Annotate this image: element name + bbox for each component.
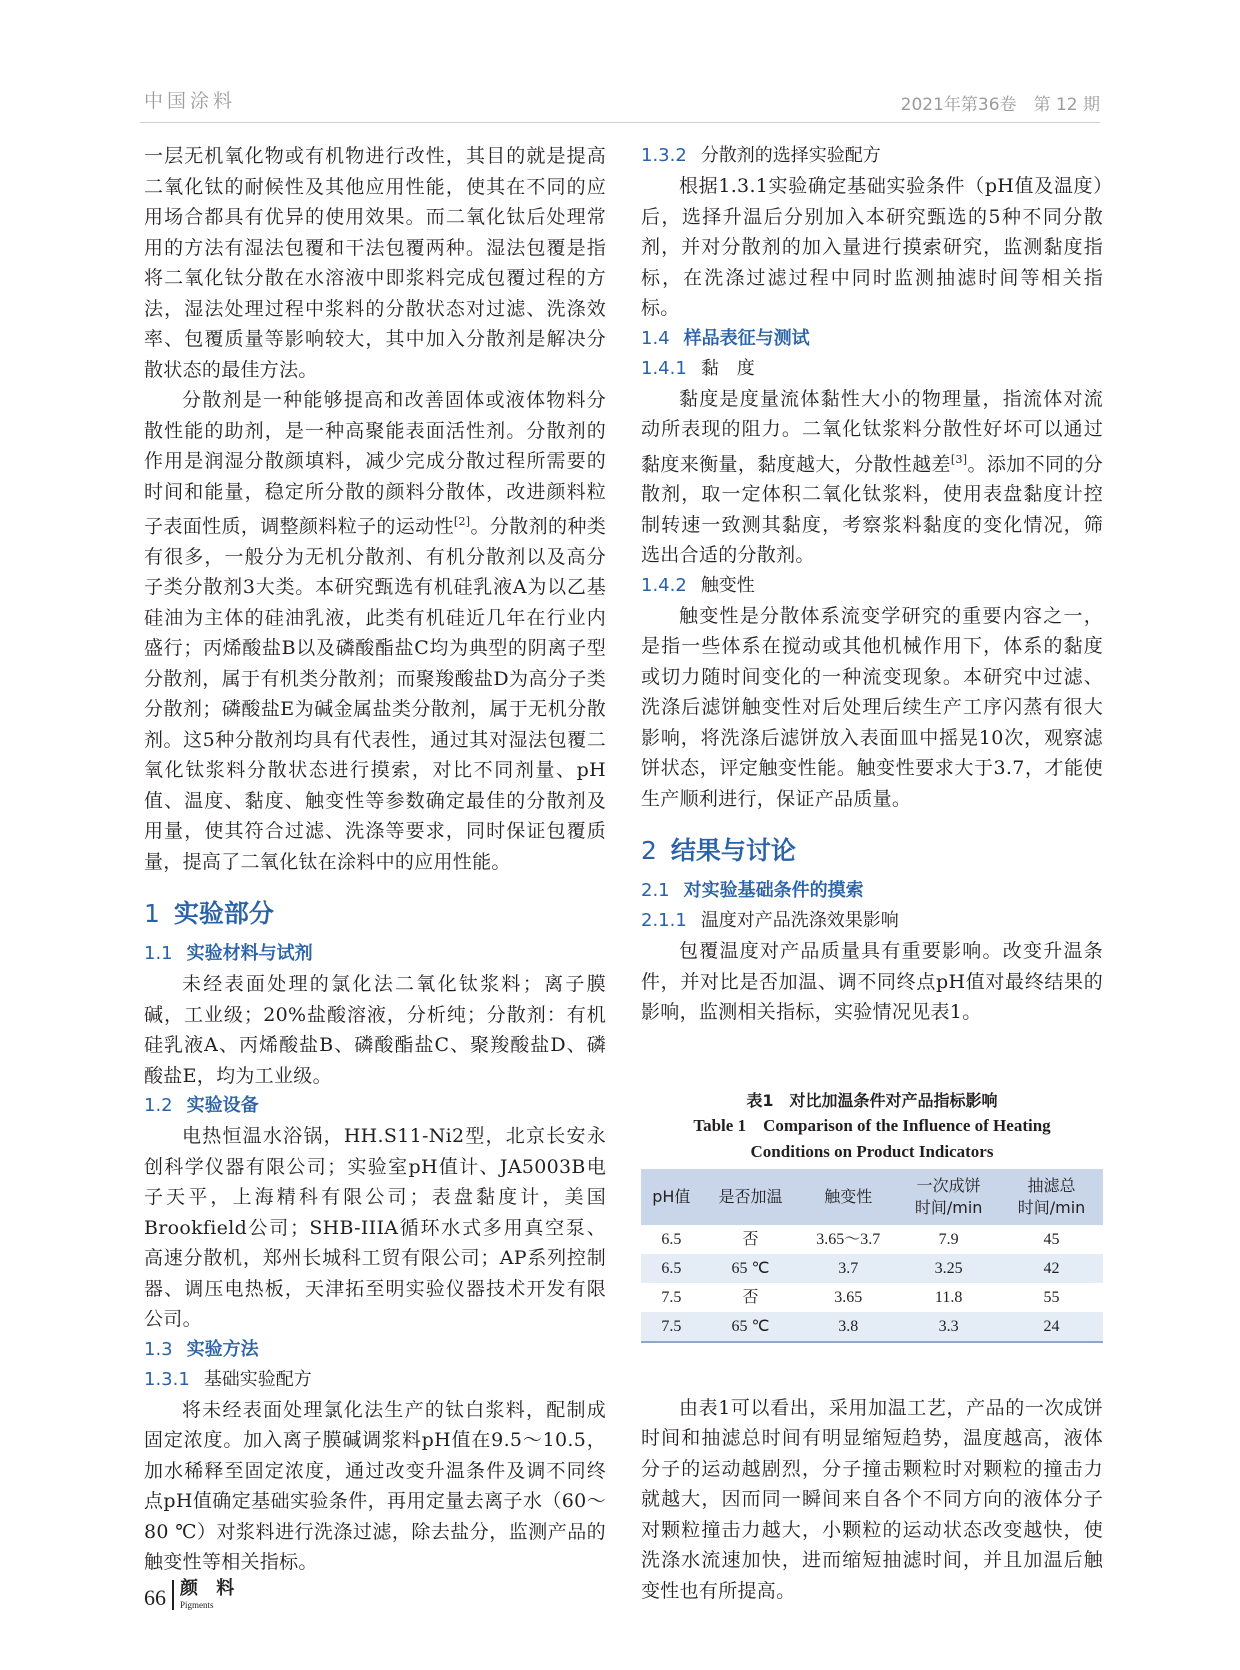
subsection-heading: 1.1 实验材料与试剂 [144, 943, 313, 965]
table-cell: 65 ℃ [702, 1254, 800, 1283]
subsection-heading: 1.2 实验设备 [144, 1095, 259, 1117]
table-row [641, 1225, 1103, 1254]
table-cell: 24 [1000, 1312, 1103, 1342]
paragraph: 黏度是度量流体黏性大小的物理量，指流体对流动所表现的阻力。二氧化钛浆料分散性好坏可以通过黏度来衡量，黏度越大，分散性越差[3]。添加不同的分散剂，取一定体积二氧化钛浆料，使用表盘黏度计控制转速一致测其黏度，考察浆料黏度的变化情况，筛选出合适的分散剂。 [641, 387, 1103, 567]
table-cell: 否 [742, 1230, 759, 1248]
paragraph: 将未经表面处理氯化法生产的钛白浆料，配制成固定浓度。加入离子膜碱调浆料pH值在9.5～10.5，加水稀释至固定浓度，通过改变升温条件及调不同终点pH值确定基础实验条件，再用定量去离子水（60～80 ℃）对浆料进行洗涤过滤，除去盐分，监测产品的触变性等相关指标。 [144, 1398, 606, 1574]
paragraph: 根据1.3.1实验确定基础实验条件（pH值及温度）后，选择升温后分别加入本研究甄选的5种不同分散剂，并对分散剂的加入量进行摸索研究，监测黏度指标，在洗涤过滤过程中同时监测抽滤时间等相关指标。 [641, 175, 1103, 319]
table-cell: 3.65 [834, 1288, 863, 1306]
subsection-heading: 1.4 样品表征与测试 [641, 327, 810, 349]
paragraph: 一层无机氧化物或有机物进行改性，其目的就是提高二氧化钛的耐候性及其他应用性能，使其在不同的应用场合都具有优异的使用效果。而二氧化钛后处理常用的方法有湿法包覆和干法包覆两种。湿法包覆是指将二氧化钛分散在水溶液中即浆料完成包覆过程的方法，湿法处理过程中浆料的分散状态对过滤、洗涤效率、包覆质量等影响较大，其中加入分散剂是解决分散状态的最佳方法。 [144, 145, 606, 381]
table-cell: 55 [1043, 1288, 1060, 1306]
table-cell: 否 [742, 1288, 759, 1306]
table-cell: 7.9 [938, 1230, 959, 1248]
subsection-heading: 1.3 实验方法 [144, 1338, 259, 1360]
issue-header: 2021年第36卷 第 12 期 [900, 95, 1100, 115]
subsubsection-heading: 1.4.2 触变性 [641, 574, 755, 596]
citation: [2] [453, 515, 471, 528]
subsubsection-heading: 2.1.1 温度对产品洗涤效果影响 [641, 910, 899, 932]
table-cell: 3.65～3.7 [816, 1230, 881, 1248]
table-cell: 7.5 [661, 1288, 682, 1306]
table-cell: 3.8 [799, 1312, 897, 1342]
journal-logo [180, 1578, 240, 1610]
table-title-en: Table 1 Comparison of the Influence of Heating Conditions on Product Indicators [693, 1115, 1051, 1161]
paragraph: 由表1可以看出，采用加温工艺，产品的一次成饼时间和抽滤总时间有明显缩短趋势，温度越高，液体分子的运动越剧烈，分子撞击颗粒时对颗粒的撞击力就越大，因而同一瞬间来自各个不同方向的液体分子对颗粒撞击力越大，小颗粒的运动状态改变越快，使洗涤水流速加快，进而缩短抽滤时间，并且加温后触变性也有所提高。 [641, 1396, 1103, 1602]
header-cell: 一次成饼 时间/min [897, 1169, 1000, 1225]
data-table [641, 1169, 1103, 1343]
table-cell: 42 [1000, 1254, 1103, 1283]
citation: [3] [950, 452, 968, 466]
table-cell: 11.8 [934, 1288, 963, 1306]
table-header-row [641, 1169, 1103, 1225]
journal-header: 中国涂料 [144, 90, 237, 112]
table-cell: 6.5 [641, 1254, 702, 1283]
page-number: 66 [144, 1585, 166, 1610]
table-cell: 3.25 [897, 1254, 1000, 1283]
header-cell: 抽滤总 时间/min [1000, 1169, 1103, 1225]
table-1 [641, 1088, 1103, 1343]
subsubsection-heading: 1.3.1 基础实验配方 [144, 1368, 312, 1390]
paragraph: 电热恒温水浴锅，HH.S11-Ni2型，北京长安永创科学仪器有限公司；实验室pH值计、JA5003B电子天平，上海精科有限公司；表盘黏度计，美国Brookfield公司；SHB-IIIA循环水式多用真空泵、高速分散机，郑州长城科工贸有限公司；AP系列控制器、调压电热板，天津拓至明实验仪器技术开发有限公司。 [144, 1125, 606, 1331]
section-heading: 2 结果与讨论 [641, 836, 796, 866]
right-column [641, 141, 1103, 1606]
paragraph: 分散剂是一种能够提高和改善固体或液体物料分散性能的助剂，是一种高聚能表面活性剂。分散剂的作用是润湿分散颜填料，减少完成分散过程所需要的时间和能量，稳定所分散的颜料分散体，改进颜料粒子表面性质，调整颜料粒子的运动性[2]。分散剂的种类有很多，一般分为无机分散剂、有机分散剂以及高分子类分散剂3大类。本研究甄选有机硅乳液A为以乙基硅油为主体的硅油乳液，此类有机硅近几年在行业内盛行；丙烯酸盐B以及磷酸酯盐C均为典型的阴离子型分散剂，属于有机类分散剂；而聚羧酸盐D为高分子类分散剂；磷酸盐E为碱金属盐类分散剂，属于无机分散剂。这5种分散剂均具有代表性，通过其对湿法包覆二氧化钛浆料分散状态进行摸索，对比不同剂量、pH值、温度、黏度、触变性等参数确定最佳的分散剂及用量，使其符合过滤、洗涤等要求，同时保证包覆质量，提高了二氧化钛在涂料中的应用性能。 [144, 389, 606, 873]
table-cell: 6.5 [661, 1230, 682, 1248]
paragraph: 触变性是分散体系流变学研究的重要内容之一，是指一些体系在搅动或其他机械作用下，体系的黏度或切力随时间变化的一种流变现象。本研究中过滤、洗涤后滤饼触变性对后处理后续生产工序闪蒸有很大影响，将洗涤后滤饼放入表面皿中摇晃10次，观察滤饼状态，评定触变性能。触变性要求大于3.7，才能使生产顺利进行，保证产品质量。 [641, 604, 1103, 810]
table-cell: 3.3 [897, 1312, 1000, 1342]
table-row [641, 1254, 1103, 1283]
journal-name-zh: 颜 料 [180, 1578, 241, 1599]
header-cell: 触变性 [799, 1169, 897, 1225]
subsubsection-heading: 1.4.1 黏 度 [641, 357, 755, 379]
table-cell: 3.7 [799, 1254, 897, 1283]
page-footer [144, 1578, 240, 1610]
table-title-zh: 表1 对比加温条件对产品指标影响 [746, 1090, 998, 1110]
table-row [641, 1312, 1103, 1342]
left-column [144, 141, 606, 1578]
footer-divider [172, 1580, 174, 1610]
header-cell: pH值 [641, 1169, 702, 1225]
table-row [641, 1283, 1103, 1312]
table-cell: 7.5 [641, 1312, 702, 1342]
paragraph: 包覆温度对产品质量具有重要影响。改变升温条件，并对比是否加温、调不同终点pH值对最终结果的影响，监测相关指标，实验情况见表1。 [641, 940, 1103, 1024]
table-cell: 45 [1043, 1230, 1060, 1248]
subsection-heading: 2.1 对实验基础条件的摸索 [641, 880, 864, 902]
paragraph: 未经表面处理的氯化法二氧化钛浆料；离子膜碱，工业级；20%盐酸溶液，分析纯；分散剂：有机硅乳液A、丙烯酸盐B、磷酸酯盐C、聚羧酸盐D、磷酸盐E，均为工业级。 [144, 973, 606, 1087]
section-heading: 1 实验部分 [144, 899, 274, 929]
subsubsection-heading: 1.3.2 分散剂的选择实验配方 [641, 145, 881, 166]
header-divider [140, 122, 1100, 123]
header-cell: 是否加温 [702, 1169, 800, 1225]
table-cell: 65 ℃ [702, 1312, 800, 1342]
journal-name-en: Pigments [180, 1600, 214, 1610]
